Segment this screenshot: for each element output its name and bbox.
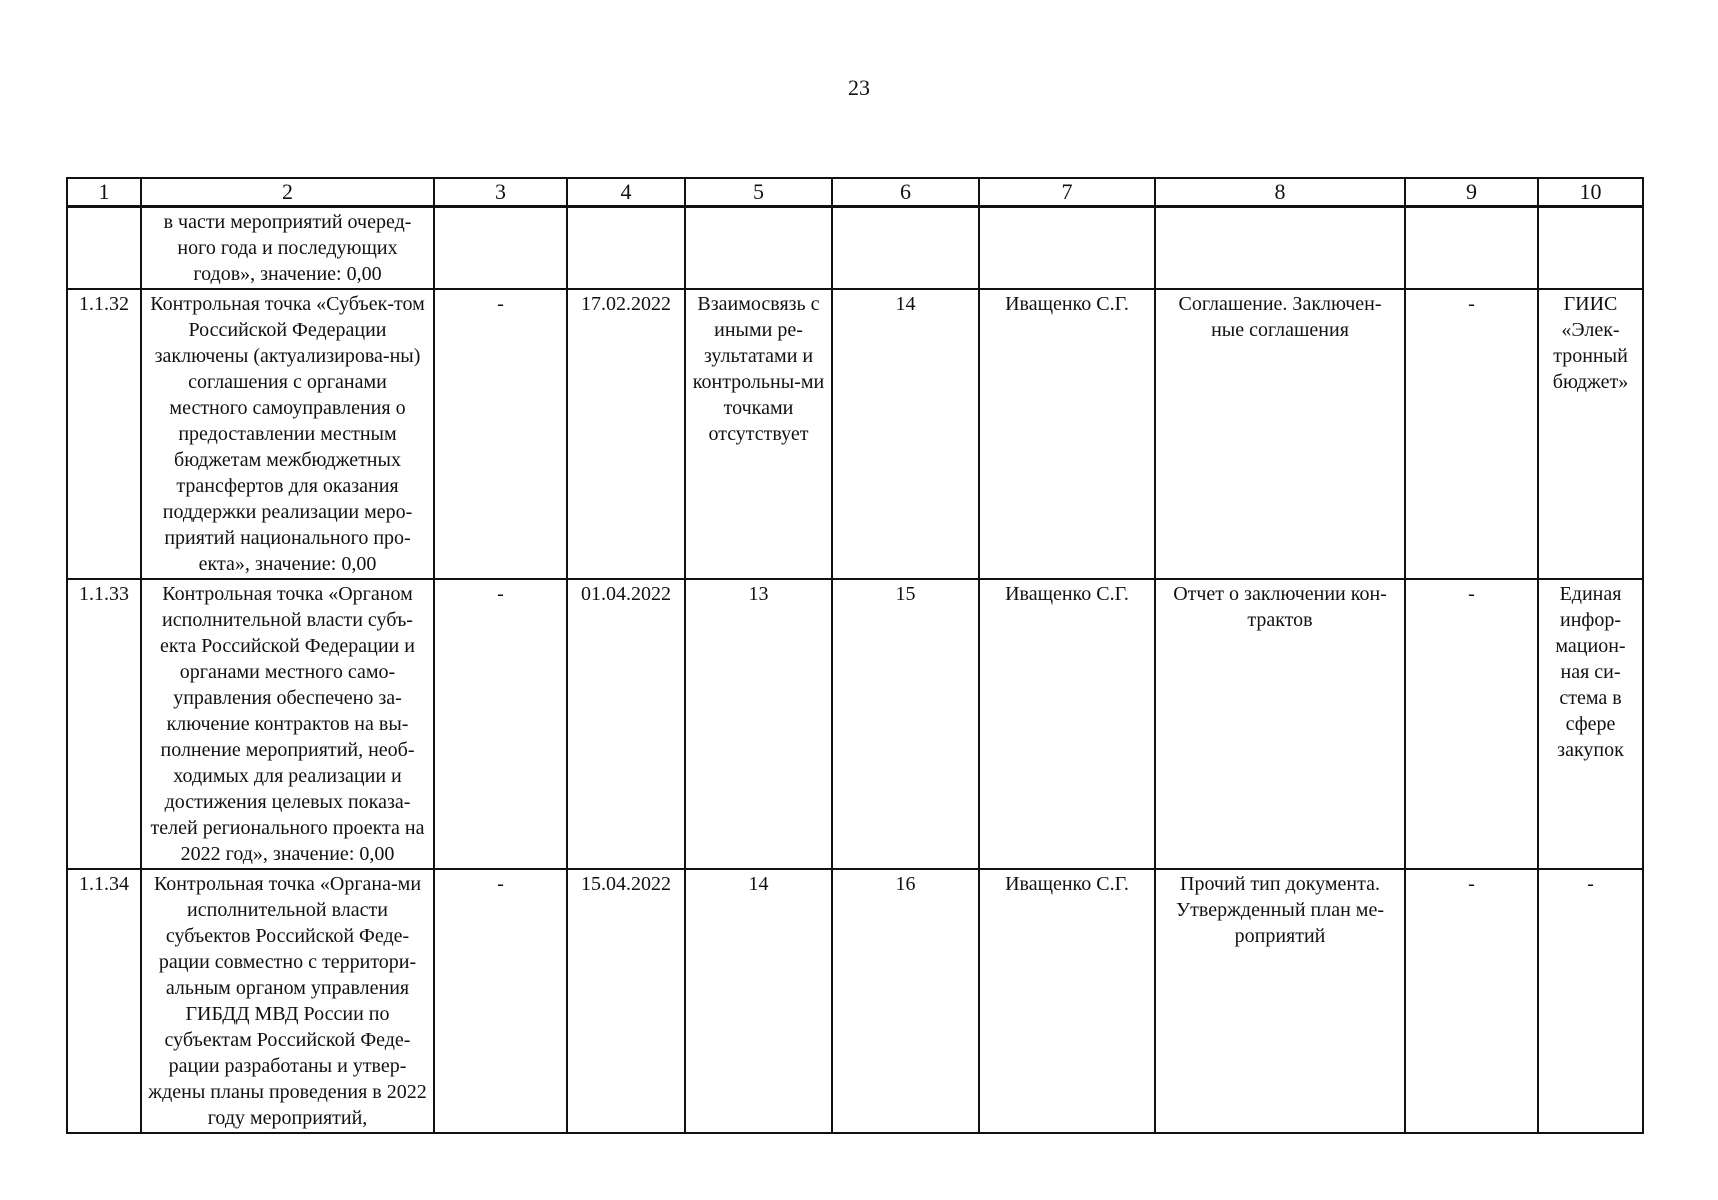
- cell-document: Отчет о заключении кон-трактов: [1155, 579, 1405, 869]
- cell-responsible: Иващенко С.Г.: [979, 579, 1155, 869]
- cell-date: 01.04.2022: [567, 579, 685, 869]
- cell-system: [1538, 207, 1643, 290]
- cell-system: ГИИС «Элек-тронный бюджет»: [1538, 289, 1643, 579]
- cell-description: Контрольная точка «Субъек-том Российской Федерации заключены (актуализирова-ны) соглашения с органами местного самоуправления о предоставлении местным бюджетам межбюджетных трансфертов для оказания поддержки реализации меро-приятий национального про-екта», значение: 0,00: [141, 289, 434, 579]
- cell-document: Соглашение. Заключен-ные соглашения: [1155, 289, 1405, 579]
- table-row: [67, 579, 1643, 869]
- cell-number: 1.1.33: [67, 579, 141, 869]
- cell-col6: 14: [832, 289, 979, 579]
- cell-responsible: Иващенко С.Г.: [979, 289, 1155, 579]
- col-header-3: 3: [434, 178, 567, 207]
- col-header-5: 5: [685, 178, 832, 207]
- cell-date: 15.04.2022: [567, 869, 685, 1133]
- table-row: [67, 289, 1643, 579]
- cell-document: [1155, 207, 1405, 290]
- cell-col5: 13: [685, 579, 832, 869]
- cell-description: Контрольная точка «Органа-ми исполнительной власти субъектов Российской Феде-рации совместно с территори-альным органом управления ГИБДД МВД России по субъектам Российской Феде-рации разработаны и утвер-ждены планы проведения в 2022 году мероприятий,: [141, 869, 434, 1133]
- cell-number: [67, 207, 141, 290]
- cell-col5: 14: [685, 869, 832, 1133]
- col-header-6: 6: [832, 178, 979, 207]
- page-number: 23: [848, 75, 870, 100]
- col-header-10: 10: [1538, 178, 1643, 207]
- cell-description: в части мероприятий очеред-ного года и последующих годов», значение: 0,00: [141, 207, 434, 290]
- cell-number: 1.1.34: [67, 869, 141, 1133]
- header-row: [67, 178, 1643, 207]
- cell-col3: -: [434, 289, 567, 579]
- col-header-8: 8: [1155, 178, 1405, 207]
- cell-system: -: [1538, 869, 1643, 1133]
- cell-col9: -: [1405, 869, 1538, 1133]
- table-row: [67, 207, 1643, 290]
- cell-col3: [434, 207, 567, 290]
- col-header-1: 1: [67, 178, 141, 207]
- cell-responsible: [979, 207, 1155, 290]
- col-header-7: 7: [979, 178, 1155, 207]
- cell-col9: -: [1405, 289, 1538, 579]
- cell-col3: -: [434, 579, 567, 869]
- cell-col6: 15: [832, 579, 979, 869]
- cell-number: 1.1.32: [67, 289, 141, 579]
- col-header-2: 2: [141, 178, 434, 207]
- table-row: [67, 869, 1643, 1133]
- cell-col3: -: [434, 869, 567, 1133]
- cell-date: [567, 207, 685, 290]
- measures-table: [66, 177, 1644, 1134]
- cell-col6: [832, 207, 979, 290]
- cell-responsible: Иващенко С.Г.: [979, 869, 1155, 1133]
- cell-col5: Взаимосвязь с иными ре-зультатами и контрольны-ми точками отсутствует: [685, 289, 832, 579]
- cell-col9: [1405, 207, 1538, 290]
- cell-col9: -: [1405, 579, 1538, 869]
- cell-col6: 16: [832, 869, 979, 1133]
- col-header-4: 4: [567, 178, 685, 207]
- col-header-9: 9: [1405, 178, 1538, 207]
- cell-system: Единая инфор-мацион-ная си-стема в сфере закупок: [1538, 579, 1643, 869]
- cell-date: 17.02.2022: [567, 289, 685, 579]
- cell-col5: [685, 207, 832, 290]
- cell-document: Прочий тип документа. Утвержденный план ме-роприятий: [1155, 869, 1405, 1133]
- cell-description: Контрольная точка «Органом исполнительной власти субъ-екта Российской Федерации и органами местного само-управления обеспечено за-ключение контрактов на вы-полнение мероприятий, необ-ходимых для реализации и достижения целевых показа-телей регионального проекта на 2022 год», значение: 0,00: [141, 579, 434, 869]
